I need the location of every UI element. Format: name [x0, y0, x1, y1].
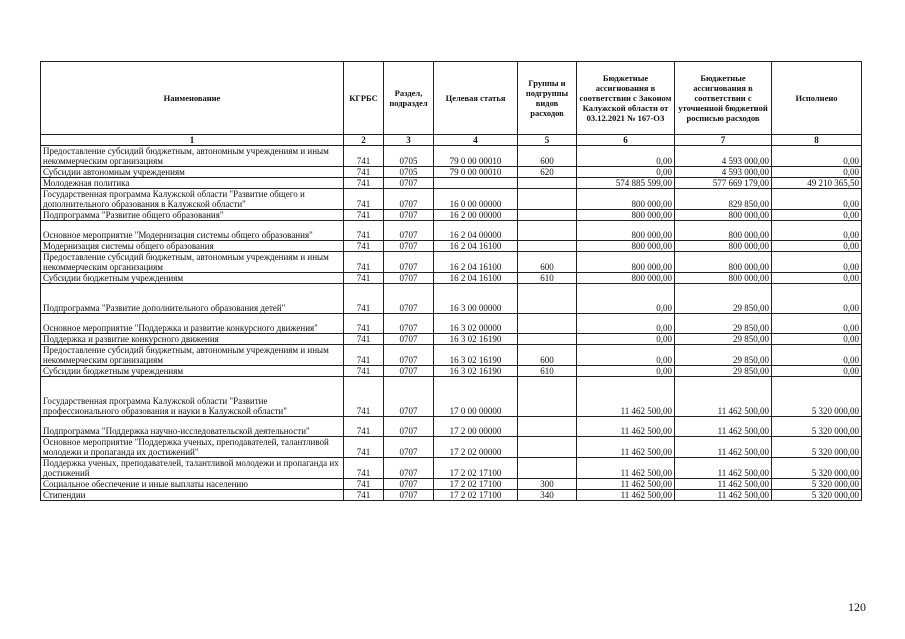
- cell-kgrbs: 741: [344, 252, 384, 273]
- header-razdel: Раздел, подраздел: [384, 62, 434, 135]
- cell-kgrbs: 741: [344, 458, 384, 479]
- table-row: [41, 479, 862, 490]
- cell-razdel: 0707: [384, 366, 434, 377]
- cell-vid: 610: [518, 366, 577, 377]
- cell-razdel: 0707: [384, 273, 434, 284]
- cell-ispolneno: 5 320 000,00: [772, 458, 862, 479]
- cell-vid: [518, 417, 577, 437]
- cell-razdel: 0707: [384, 189, 434, 210]
- table-row: [41, 167, 862, 178]
- cell-rospis: 800 000,00: [675, 210, 772, 221]
- cell-ispolneno: 0,00: [772, 273, 862, 284]
- cell-name: Государственная программа Калужской области "Развитие профессионального образования и науки в Калужской области": [41, 377, 344, 417]
- cell-name: Стипендии: [41, 490, 344, 501]
- cell-kgrbs: 741: [344, 334, 384, 345]
- cell-kgrbs: 741: [344, 314, 384, 334]
- cell-ispolneno: 5 320 000,00: [772, 490, 862, 501]
- cell-rospis: 11 462 500,00: [675, 377, 772, 417]
- cell-vid: 600: [518, 252, 577, 273]
- cell-ispolneno: 5 320 000,00: [772, 437, 862, 458]
- cell-rospis: 4 593 000,00: [675, 146, 772, 167]
- cell-ispolneno: 0,00: [772, 366, 862, 377]
- cell-zakon: 11 462 500,00: [577, 479, 675, 490]
- table-row: [41, 437, 862, 458]
- cell-zakon: 0,00: [577, 284, 675, 314]
- cell-rospis: 29 850,00: [675, 345, 772, 366]
- cell-kgrbs: 741: [344, 241, 384, 252]
- table-row: [41, 273, 862, 284]
- column-number: 7: [675, 135, 772, 146]
- cell-celevaya: 16 3 00 00000: [434, 284, 518, 314]
- table-row: [41, 417, 862, 437]
- table-row: [41, 252, 862, 273]
- cell-ispolneno: 5 320 000,00: [772, 377, 862, 417]
- cell-vid: [518, 314, 577, 334]
- cell-name: Основное мероприятие "Поддержка и развитие конкурсного движения": [41, 314, 344, 334]
- cell-celevaya: 16 3 02 16190: [434, 366, 518, 377]
- cell-zakon: 11 462 500,00: [577, 417, 675, 437]
- cell-ispolneno: 0,00: [772, 345, 862, 366]
- table-row: [41, 314, 862, 334]
- header-rospis: Бюджетные ассигнования в соответствии с уточненной бюджетной росписью расходов: [675, 62, 772, 135]
- cell-zakon: 574 885 599,00: [577, 178, 675, 189]
- cell-rospis: 11 462 500,00: [675, 458, 772, 479]
- table-row: [41, 334, 862, 345]
- cell-celevaya: 16 3 02 16190: [434, 334, 518, 345]
- cell-ispolneno: 0,00: [772, 252, 862, 273]
- cell-zakon: 11 462 500,00: [577, 458, 675, 479]
- cell-ispolneno: 0,00: [772, 189, 862, 210]
- column-number: 5: [518, 135, 577, 146]
- column-number: 2: [344, 135, 384, 146]
- cell-celevaya: 17 2 02 17100: [434, 479, 518, 490]
- cell-name: Молодежная политика: [41, 178, 344, 189]
- cell-celevaya: 16 3 02 00000: [434, 314, 518, 334]
- cell-celevaya: 79 0 00 00010: [434, 146, 518, 167]
- cell-kgrbs: 741: [344, 437, 384, 458]
- cell-razdel: 0705: [384, 146, 434, 167]
- cell-razdel: 0707: [384, 437, 434, 458]
- cell-ispolneno: 0,00: [772, 221, 862, 241]
- cell-name: Предоставление субсидий бюджетным, автономным учреждениям и иным некоммерческим организациям: [41, 252, 344, 273]
- cell-rospis: 829 850,00: [675, 189, 772, 210]
- cell-ispolneno: 0,00: [772, 241, 862, 252]
- cell-ispolneno: 0,00: [772, 334, 862, 345]
- cell-vid: [518, 189, 577, 210]
- cell-razdel: 0707: [384, 314, 434, 334]
- cell-name: Социальное обеспечение и иные выплаты населению: [41, 479, 344, 490]
- cell-name: Подпрограмма "Развитие общего образования": [41, 210, 344, 221]
- header-ispolneno: Исполнено: [772, 62, 862, 135]
- cell-ispolneno: 0,00: [772, 146, 862, 167]
- cell-zakon: 0,00: [577, 167, 675, 178]
- cell-celevaya: [434, 178, 518, 189]
- cell-celevaya: 17 2 02 17100: [434, 490, 518, 501]
- cell-celevaya: 17 2 02 00000: [434, 437, 518, 458]
- cell-kgrbs: 741: [344, 479, 384, 490]
- cell-vid: [518, 458, 577, 479]
- cell-kgrbs: 741: [344, 284, 384, 314]
- cell-zakon: 0,00: [577, 314, 675, 334]
- header-name: Наименование: [41, 62, 344, 135]
- cell-vid: 300: [518, 479, 577, 490]
- cell-razdel: 0707: [384, 334, 434, 345]
- cell-name: Подпрограмма "Поддержка научно-исследовательской деятельности": [41, 417, 344, 437]
- cell-name: Подпрограмма "Развитие дополнительного образования детей": [41, 284, 344, 314]
- table-row: [41, 366, 862, 377]
- column-number: 3: [384, 135, 434, 146]
- cell-name: Субсидии автономным учреждениям: [41, 167, 344, 178]
- cell-name: Модернизация системы общего образования: [41, 241, 344, 252]
- cell-celevaya: 17 2 00 00000: [434, 417, 518, 437]
- cell-vid: 340: [518, 490, 577, 501]
- table-row: [41, 146, 862, 167]
- cell-rospis: 4 593 000,00: [675, 167, 772, 178]
- cell-kgrbs: 741: [344, 273, 384, 284]
- table-row: [41, 178, 862, 189]
- cell-rospis: 11 462 500,00: [675, 479, 772, 490]
- cell-vid: 620: [518, 167, 577, 178]
- cell-zakon: 11 462 500,00: [577, 490, 675, 501]
- cell-vid: 600: [518, 146, 577, 167]
- cell-zakon: 0,00: [577, 334, 675, 345]
- cell-razdel: 0707: [384, 490, 434, 501]
- cell-vid: [518, 241, 577, 252]
- table-row: [41, 377, 862, 417]
- cell-ispolneno: 0,00: [772, 314, 862, 334]
- cell-razdel: 0707: [384, 221, 434, 241]
- column-number: 8: [772, 135, 862, 146]
- table-row: [41, 458, 862, 479]
- cell-name: Государственная программа Калужской области "Развитие общего и дополнительного образования в Калужской области": [41, 189, 344, 210]
- column-number: 4: [434, 135, 518, 146]
- cell-rospis: 29 850,00: [675, 284, 772, 314]
- cell-kgrbs: 741: [344, 377, 384, 417]
- cell-name: Основное мероприятие "Модернизация системы общего образования": [41, 221, 344, 241]
- cell-celevaya: 16 0 00 00000: [434, 189, 518, 210]
- table-row: [41, 210, 862, 221]
- cell-rospis: 800 000,00: [675, 241, 772, 252]
- table-row: [41, 345, 862, 366]
- budget-table: [40, 61, 862, 501]
- cell-ispolneno: 0,00: [772, 284, 862, 314]
- cell-ispolneno: 5 320 000,00: [772, 479, 862, 490]
- cell-kgrbs: 741: [344, 345, 384, 366]
- cell-zakon: 800 000,00: [577, 273, 675, 284]
- cell-celevaya: 16 2 04 16100: [434, 273, 518, 284]
- cell-rospis: 11 462 500,00: [675, 417, 772, 437]
- cell-kgrbs: 741: [344, 417, 384, 437]
- cell-kgrbs: 741: [344, 210, 384, 221]
- cell-kgrbs: 741: [344, 167, 384, 178]
- cell-rospis: 11 462 500,00: [675, 490, 772, 501]
- cell-zakon: 800 000,00: [577, 221, 675, 241]
- header-zakon: Бюджетные ассигнования в соответствии с Законом Калужской области от 03.12.2021 № 167-ОЗ: [577, 62, 675, 135]
- cell-vid: [518, 334, 577, 345]
- column-number: 6: [577, 135, 675, 146]
- cell-celevaya: 16 2 04 16100: [434, 241, 518, 252]
- cell-kgrbs: 741: [344, 178, 384, 189]
- cell-name: Субсидии бюджетным учреждениям: [41, 366, 344, 377]
- column-number-row: [41, 135, 862, 146]
- cell-rospis: 800 000,00: [675, 273, 772, 284]
- table-row: [41, 284, 862, 314]
- table-row: [41, 189, 862, 210]
- cell-celevaya: 79 0 00 00010: [434, 167, 518, 178]
- cell-zakon: 11 462 500,00: [577, 377, 675, 417]
- cell-rospis: 29 850,00: [675, 314, 772, 334]
- cell-vid: [518, 178, 577, 189]
- cell-zakon: 800 000,00: [577, 241, 675, 252]
- cell-rospis: 11 462 500,00: [675, 437, 772, 458]
- cell-kgrbs: 741: [344, 366, 384, 377]
- cell-rospis: 29 850,00: [675, 334, 772, 345]
- cell-vid: 600: [518, 345, 577, 366]
- cell-zakon: 800 000,00: [577, 189, 675, 210]
- cell-ispolneno: 0,00: [772, 210, 862, 221]
- cell-razdel: 0707: [384, 284, 434, 314]
- cell-name: Поддержка ученых, преподавателей, талантливой молодежи и пропаганда их достижений: [41, 458, 344, 479]
- cell-vid: [518, 377, 577, 417]
- cell-zakon: 11 462 500,00: [577, 437, 675, 458]
- header-vid: Группы и подгруппы видов расходов: [518, 62, 577, 135]
- cell-kgrbs: 741: [344, 146, 384, 167]
- cell-name: Основное мероприятие "Поддержка ученых, преподавателей, талантливой молодежи и пропаганда их достижений": [41, 437, 344, 458]
- cell-name: Поддержка и развитие конкурсного движения: [41, 334, 344, 345]
- cell-ispolneno: 5 320 000,00: [772, 417, 862, 437]
- cell-zakon: 0,00: [577, 146, 675, 167]
- cell-vid: [518, 210, 577, 221]
- cell-zakon: 800 000,00: [577, 252, 675, 273]
- cell-celevaya: 17 2 02 17100: [434, 458, 518, 479]
- column-number: 1: [41, 135, 344, 146]
- cell-kgrbs: 741: [344, 221, 384, 241]
- cell-rospis: 800 000,00: [675, 221, 772, 241]
- cell-razdel: 0707: [384, 458, 434, 479]
- table-row: [41, 221, 862, 241]
- cell-zakon: 0,00: [577, 366, 675, 377]
- cell-razdel: 0707: [384, 241, 434, 252]
- cell-zakon: 0,00: [577, 345, 675, 366]
- cell-vid: [518, 284, 577, 314]
- cell-razdel: 0707: [384, 345, 434, 366]
- page-number: 120: [848, 600, 866, 614]
- cell-ispolneno: 0,00: [772, 167, 862, 178]
- table-row: [41, 490, 862, 501]
- cell-kgrbs: 741: [344, 189, 384, 210]
- cell-razdel: 0707: [384, 479, 434, 490]
- cell-razdel: 0707: [384, 210, 434, 221]
- header-celevaya: Целевая статья: [434, 62, 518, 135]
- cell-razdel: 0705: [384, 167, 434, 178]
- cell-zakon: 800 000,00: [577, 210, 675, 221]
- cell-vid: 610: [518, 273, 577, 284]
- cell-razdel: 0707: [384, 417, 434, 437]
- header-kgrbs: КГРБС: [344, 62, 384, 135]
- cell-razdel: 0707: [384, 178, 434, 189]
- cell-rospis: 577 669 179,00: [675, 178, 772, 189]
- cell-rospis: 29 850,00: [675, 366, 772, 377]
- cell-celevaya: 16 3 02 16190: [434, 345, 518, 366]
- cell-celevaya: 16 2 04 00000: [434, 221, 518, 241]
- cell-name: Предоставление субсидий бюджетным, автономным учреждениям и иным некоммерческим организациям: [41, 146, 344, 167]
- cell-kgrbs: 741: [344, 490, 384, 501]
- cell-vid: [518, 221, 577, 241]
- cell-rospis: 800 000,00: [675, 252, 772, 273]
- cell-razdel: 0707: [384, 252, 434, 273]
- table-row: [41, 241, 862, 252]
- cell-celevaya: 16 2 00 00000: [434, 210, 518, 221]
- cell-ispolneno: 49 210 365,50: [772, 178, 862, 189]
- cell-vid: [518, 437, 577, 458]
- cell-razdel: 0707: [384, 377, 434, 417]
- cell-celevaya: 17 0 00 00000: [434, 377, 518, 417]
- table-body: [41, 146, 862, 501]
- cell-celevaya: 16 2 04 16100: [434, 252, 518, 273]
- cell-name: Субсидии бюджетным учреждениям: [41, 273, 344, 284]
- header-row: [41, 62, 862, 135]
- cell-name: Предоставление субсидий бюджетным, автономным учреждениям и иным некоммерческим организациям: [41, 345, 344, 366]
